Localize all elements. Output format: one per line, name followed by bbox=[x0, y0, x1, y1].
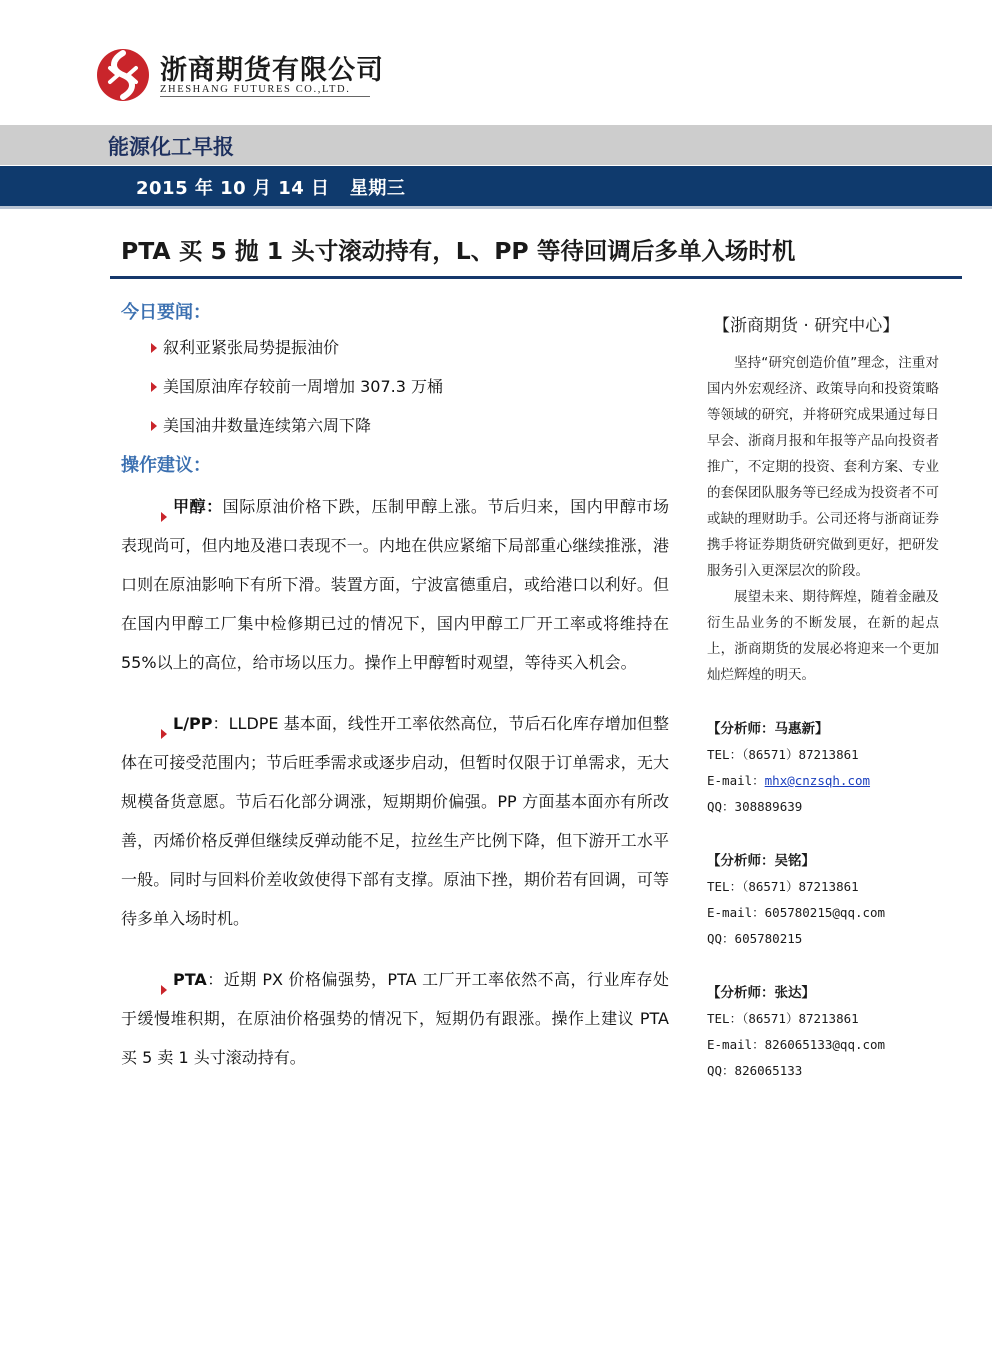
news-item-text: 叙利亚紧张局势提振油价 bbox=[163, 338, 340, 357]
analyst-name: 【分析师：马惠新】 bbox=[707, 721, 829, 737]
analyst-qq: QQ：826065133 bbox=[707, 1063, 803, 1078]
company-logo-icon bbox=[96, 48, 150, 102]
advice-text: 近期 PX 价格偏强势，PTA 工厂开工率依然不高，行业库存处于缓慢堆积期，在原油价格强势的情况下，短期仍有跟涨。操作上建议 PTA 买 5 卖 1 头寸滚动持有。 bbox=[121, 970, 669, 1067]
analyst-card bbox=[707, 980, 939, 1084]
analyst-tel: TEL：（86571）87213861 bbox=[707, 1011, 859, 1026]
red-triangle-bullet-icon bbox=[151, 382, 157, 392]
analyst-email-link[interactable]: mhx@cnzsqh.com bbox=[764, 773, 871, 788]
sidebar-paragraph: 展望未来、期待辉煌，随着金融及衍生品业务的不断发展，在新的起点上，浙商期货的发展必将迎来一个更加灿烂辉煌的明天。 bbox=[707, 589, 939, 683]
advice-label: 甲醇 bbox=[173, 497, 207, 516]
analyst-email: 826065133@qq.com bbox=[764, 1037, 886, 1052]
research-center-sidebar bbox=[707, 310, 939, 1084]
report-type-band bbox=[0, 125, 992, 165]
report-type: 能源化工早报 bbox=[108, 135, 234, 159]
red-triangle-bullet-icon bbox=[151, 421, 157, 431]
company-header bbox=[96, 44, 396, 104]
advice-label: PTA bbox=[173, 970, 207, 989]
news-heading: 今日要闻： bbox=[121, 302, 211, 323]
analyst-card bbox=[707, 848, 939, 952]
headline-divider bbox=[110, 276, 962, 279]
sidebar-title: 【浙商期货 · 研究中心】 bbox=[713, 316, 900, 336]
main-column bbox=[121, 298, 669, 1077]
advice-paragraph-pta: PTA：近期 PX 价格偏强势，PTA 工厂开工率依然不高，行业库存处于缓慢堆积期，在原油价格强势的情况下，短期仍有跟涨。操作上建议 PTA 买 5 卖 1 头寸滚动持有。 bbox=[121, 970, 669, 1067]
analyst-tel: TEL：（86571）87213861 bbox=[707, 747, 859, 762]
analyst-name: 【分析师：吴铭】 bbox=[707, 853, 815, 869]
sidebar-paragraph: 坚持“研究创造价值”理念，注重对国内外宏观经济、政策导向和投资策略等领域的研究，并将研究成果通过每日早会、浙商月报和年报等产品向投资者推广，不定期的投资、套利方案、专业的套保团队服务等已经成为投资者不可或缺的理财助手。公司还将与浙商证券携手将证券期货研究做到更好，把研发服务引入更深层次的阶段。 bbox=[707, 355, 939, 579]
analyst-name: 【分析师：张达】 bbox=[707, 985, 815, 1001]
advice-heading: 操作建议： bbox=[121, 455, 211, 476]
red-triangle-bullet-icon bbox=[161, 512, 167, 522]
report-headline: PTA 买 5 抛 1 头寸滚动持有，L、PP 等待回调后多单入场时机 bbox=[121, 237, 796, 265]
news-item bbox=[121, 367, 669, 406]
email-label: E-mail： bbox=[707, 905, 765, 920]
date-band bbox=[0, 166, 992, 209]
advice-label: L/PP bbox=[173, 714, 213, 733]
analyst-email: 605780215@qq.com bbox=[764, 905, 886, 920]
analyst-qq: QQ：605780215 bbox=[707, 931, 803, 946]
red-triangle-bullet-icon bbox=[161, 729, 167, 739]
news-item-text: 美国油井数量连续第六周下降 bbox=[163, 416, 372, 435]
advice-paragraph-methanol: 甲醇：国际原油价格下跌，压制甲醇上涨。节后归来，国内甲醇市场表现尚可，但内地及港口表现不一。内地在供应紧缩下局部重心继续推涨，港口则在原油影响下有所下滑。装置方面，宁波富德重启，或给港口以利好。但在国内甲醇工厂集中检修期已过的情况下，国内甲醇工厂开工率或将维持在 55%以上的高位，给市场以压力。操作上甲醇暂时观望，等待买入机会。 bbox=[121, 497, 669, 672]
email-label: E-mail： bbox=[707, 773, 765, 788]
news-item bbox=[121, 406, 669, 445]
analyst-card bbox=[707, 716, 939, 820]
company-name-en: ZHESHANG FUTURES CO.,LTD. bbox=[160, 84, 351, 95]
news-item-text: 美国原油库存较前一周增加 307.3 万桶 bbox=[163, 377, 443, 396]
news-item bbox=[121, 328, 669, 367]
advice-paragraph-lpp: L/PP：LLDPE 基本面，线性开工率依然高位，节后石化库存增加但整体在可接受范围内；节后旺季需求或逐步启动，但暂时仅限于订单需求，无大规模备货意愿。节后石化部分调涨，短期期价偏强。PP 方面基本面亦有所改善，丙烯价格反弹但继续反弹动能不足，拉丝生产比例下降，但下游开工水平一般。同时与回料价差收敛使得下部有支撑。原油下挫，期价若有回调，可等待多单入场时机。 bbox=[121, 714, 669, 928]
report-date: 2015 年 10 月 14 日 星期三 bbox=[136, 178, 406, 199]
analyst-tel: TEL：（86571）87213861 bbox=[707, 879, 859, 894]
company-name-cn: 浙商期货有限公司 bbox=[160, 55, 384, 86]
email-label: E-mail： bbox=[707, 1037, 765, 1052]
red-triangle-bullet-icon bbox=[161, 985, 167, 995]
red-triangle-bullet-icon bbox=[151, 343, 157, 353]
advice-text: 国际原油价格下跌，压制甲醇上涨。节后归来，国内甲醇市场表现尚可，但内地及港口表现不一。内地在供应紧缩下局部重心继续推涨，港口则在原油影响下有所下滑。装置方面，宁波富德重启，或给港口以利好。但在国内甲醇工厂集中检修期已过的情况下，国内甲醇工厂开工率或将维持在 55%以上的高位，给市场以压力。操作上甲醇暂时观望，等待买入机会。 bbox=[121, 497, 669, 672]
analyst-qq: QQ：308889639 bbox=[707, 799, 803, 814]
company-name-underline bbox=[160, 96, 370, 97]
advice-text: LLDPE 基本面，线性开工率依然高位，节后石化库存增加但整体在可接受范围内；节后旺季需求或逐步启动，但暂时仅限于订单需求，无大规模备货意愿。节后石化部分调涨，短期期价偏强。PP 方面基本面亦有所改善，丙烯价格反弹但继续反弹动能不足，拉丝生产比例下降，但下游开工水平一般。同时与回料价差收敛使得下部有支撑。原油下挫，期价若有回调，可等待多单入场时机。 bbox=[121, 714, 669, 928]
